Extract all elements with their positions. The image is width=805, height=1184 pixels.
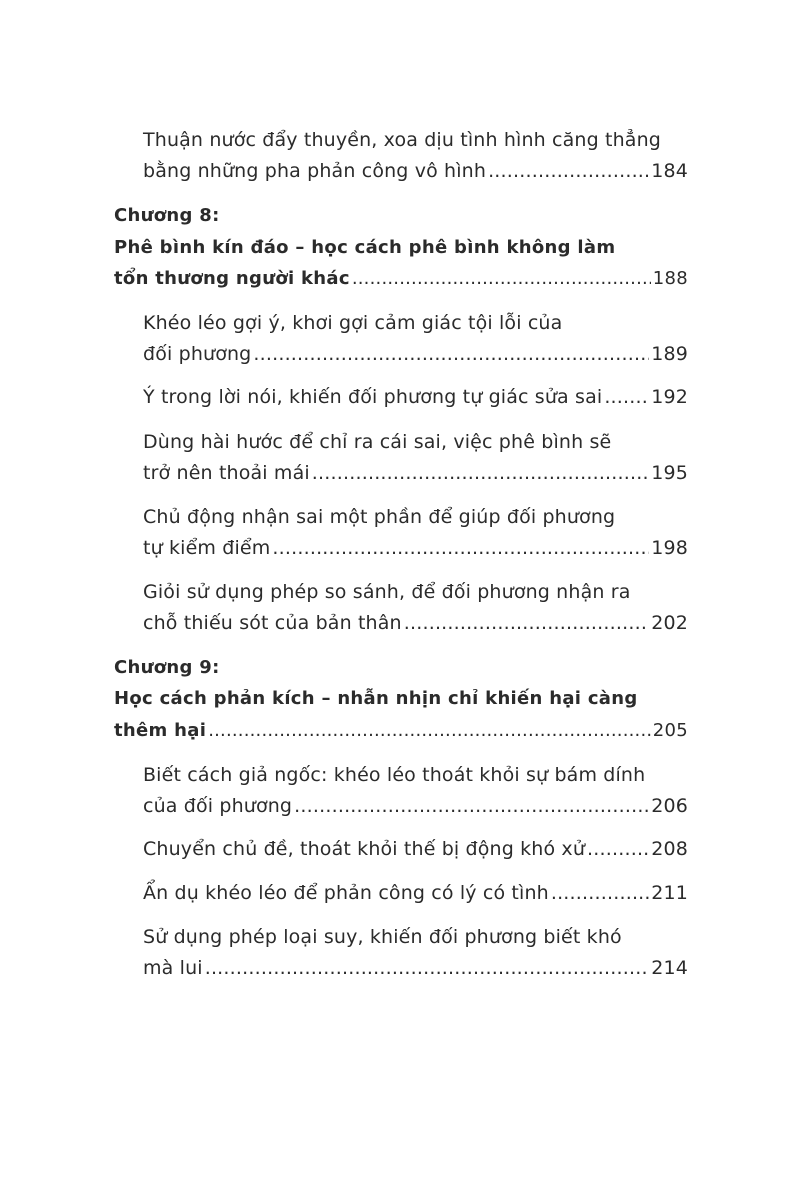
page-number: 211 (651, 882, 688, 904)
entry-title-text: Ý trong lời nói, khiến đối phương tự giác sửa sai (143, 386, 603, 408)
dot-leader (604, 384, 649, 410)
entry-title-text: đối phương (143, 343, 252, 365)
toc-line-with-page (143, 158, 688, 184)
toc-line-with-page (143, 880, 688, 906)
entry-title-text: Chuyển chủ đề, thoát khỏi thế bị động khó xử (143, 838, 586, 860)
dot-leader (208, 718, 651, 744)
chapter-number: Chương 9: (114, 657, 220, 678)
page-number: 195 (651, 462, 688, 484)
entry-title-text: của đối phương (143, 795, 293, 817)
toc-line-with-page (143, 955, 688, 981)
page-number: 189 (651, 343, 688, 365)
page-number: 198 (651, 537, 688, 559)
toc-line: Biết cách giả ngốc: khéo léo thoát khỏi sự bám dính (143, 764, 646, 786)
page-number: 202 (651, 612, 688, 634)
toc-line: Phê bình kín đáo – học cách phê bình không làm (114, 237, 616, 258)
toc-line: Thuận nước đẩy thuyền, xoa dịu tình hình căng thẳng (143, 129, 661, 151)
entry-title-text: Ẩn dụ khéo léo để phản công có lý có tình (143, 882, 549, 904)
dot-leader (294, 793, 649, 819)
page-number: 205 (652, 720, 688, 741)
entry-title-text: tổn thương người khác (114, 268, 350, 289)
toc-line-with-page (143, 836, 688, 862)
toc-line-with-page (114, 718, 688, 744)
page-number: 214 (651, 957, 688, 979)
toc-line-with-page (143, 535, 688, 561)
dot-leader (205, 955, 650, 981)
toc-line: Sử dụng phép loại suy, khiến đối phương biết khó (143, 926, 622, 948)
page-number: 188 (652, 268, 688, 289)
dot-leader (312, 460, 649, 486)
toc-line: Khéo léo gợi ý, khơi gợi cảm giác tội lỗi của (143, 312, 563, 334)
toc-line-with-page (114, 266, 688, 292)
entry-title-text: chỗ thiếu sót của bản thân (143, 612, 402, 634)
page-number: 208 (651, 838, 688, 860)
dot-leader (404, 610, 650, 636)
entry-title-text: mà lui (143, 957, 203, 979)
dot-leader (551, 880, 649, 906)
page-number: 192 (651, 386, 688, 408)
toc-line: Chủ động nhận sai một phần để giúp đối phương (143, 506, 616, 528)
toc-line-with-page (143, 610, 688, 636)
dot-leader (587, 836, 649, 862)
dot-leader (272, 535, 649, 561)
toc-line-with-page (143, 460, 688, 486)
dot-leader (488, 158, 649, 184)
toc-line-with-page (143, 341, 688, 367)
dot-leader (352, 266, 651, 292)
entry-title-text: thêm hại (114, 720, 207, 741)
dot-leader (253, 341, 649, 367)
entry-title-text: trở nên thoải mái (143, 462, 310, 484)
page-number: 206 (651, 795, 688, 817)
entry-title-text: tự kiểm điểm (143, 537, 271, 559)
toc-line-with-page (143, 384, 688, 410)
entry-title-text: bằng những pha phản công vô hình (143, 160, 487, 182)
toc-line-with-page (143, 793, 688, 819)
chapter-number: Chương 8: (114, 205, 220, 226)
page-number: 184 (651, 160, 688, 182)
toc-line: Giỏi sử dụng phép so sánh, để đối phương nhận ra (143, 581, 631, 603)
toc-line: Dùng hài hước để chỉ ra cái sai, việc phê bình sẽ (143, 431, 612, 453)
toc-line: Học cách phản kích – nhẫn nhịn chỉ khiến hại càng (114, 688, 638, 709)
